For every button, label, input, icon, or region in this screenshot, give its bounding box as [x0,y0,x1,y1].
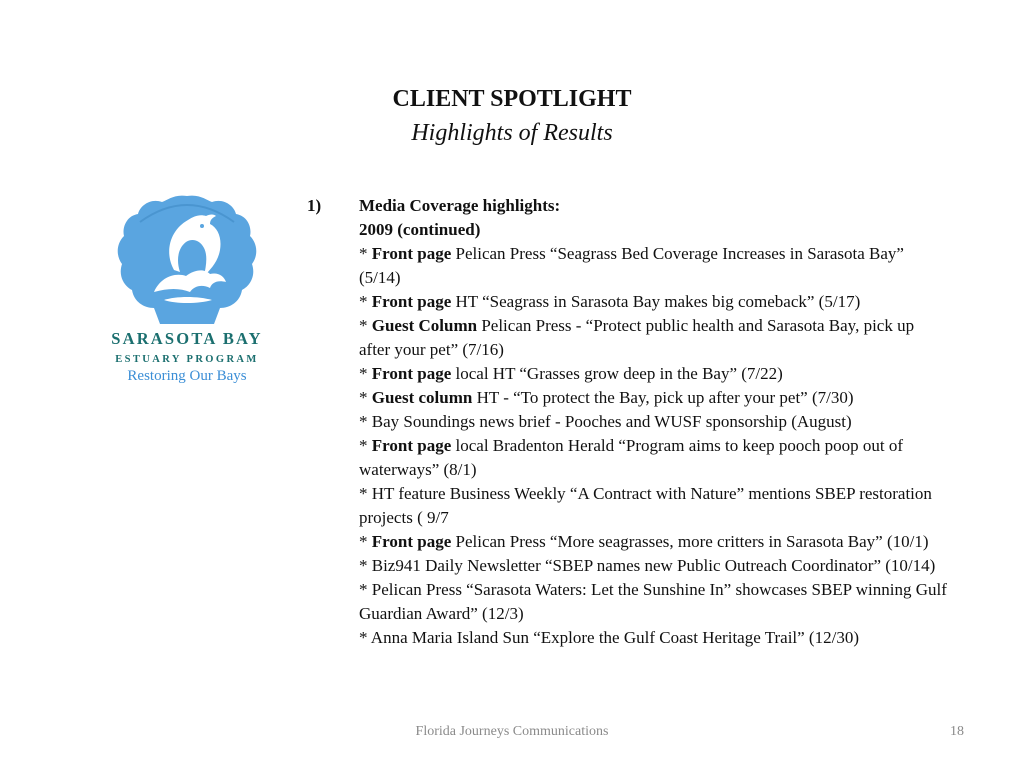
list-year: 2009 (continued) [359,220,481,239]
list-item: * Guest Column Pelican Press - “Protect public health and Sarasota Bay, pick up after your pet” (7/16) [359,316,915,359]
list-number: 1) [307,196,322,215]
entry-emphasis: Front page [371,292,452,311]
coverage-entries [359,242,949,650]
list-item: * Pelican Press “Sarasota Waters: Let the Sunshine In” showcases SBEP winning Gulf Guardian Award” (12/3) [359,580,947,623]
list-item: * Front page Pelican Press “More seagrasses, more critters in Sarasota Bay” (10/1) [359,532,929,551]
list-item: * Biz941 Daily Newsletter “SBEP names new Public Outreach Coordinator” (10/14) [359,556,936,575]
logo-tagline: Restoring Our Bays [127,368,247,384]
entry-emphasis: Front page [371,244,452,263]
list-heading: Media Coverage highlights: [359,196,561,215]
list-item: * Front page Pelican Press “Seagrass Bed Coverage Increases in Sarasota Bay” (5/14) [359,244,904,287]
list-item: * Front page local Bradenton Herald “Program aims to keep pooch poop out of waterways” (8/1) [359,436,904,479]
list-item: * Anna Maria Island Sun “Explore the Gulf Coast Heritage Trail” (12/30) [359,628,859,647]
entry-emphasis: Guest Column [371,316,478,335]
logo-program-name: ESTUARY PROGRAM [115,354,259,365]
list-item: * HT feature Business Weekly “A Contract with Nature” mentions SBEP restoration projects ( 9/7 [359,484,932,527]
media-coverage-list [359,194,949,650]
list-item: * Bay Soundings news brief - Pooches and WUSF sponsorship (August) [359,412,852,431]
page-number: 18 [950,724,964,739]
slide-title: CLIENT SPOTLIGHT [392,86,632,112]
entry-emphasis: Front page [371,364,452,383]
entry-emphasis: Guest column [371,388,473,407]
entry-emphasis: Front page [371,532,452,551]
sarasota-bay-logo [104,192,270,392]
footer-company: Florida Journeys Communications [415,724,609,739]
slide-subtitle: Highlights of Results [411,120,613,146]
logo-org-name: SARASOTA BAY [111,329,263,348]
list-item: * Front page HT “Seagrass in Sarasota Bay makes big comeback” (5/17) [359,292,861,311]
scallop-shell-dolphin-pelican-icon [114,192,260,328]
list-item: * Front page local HT “Grasses grow deep in the Bay” (7/22) [359,364,783,383]
entry-emphasis: Front page [371,436,452,455]
list-item: * Guest column HT - “To protect the Bay, pick up after your pet” (7/30) [359,388,854,407]
